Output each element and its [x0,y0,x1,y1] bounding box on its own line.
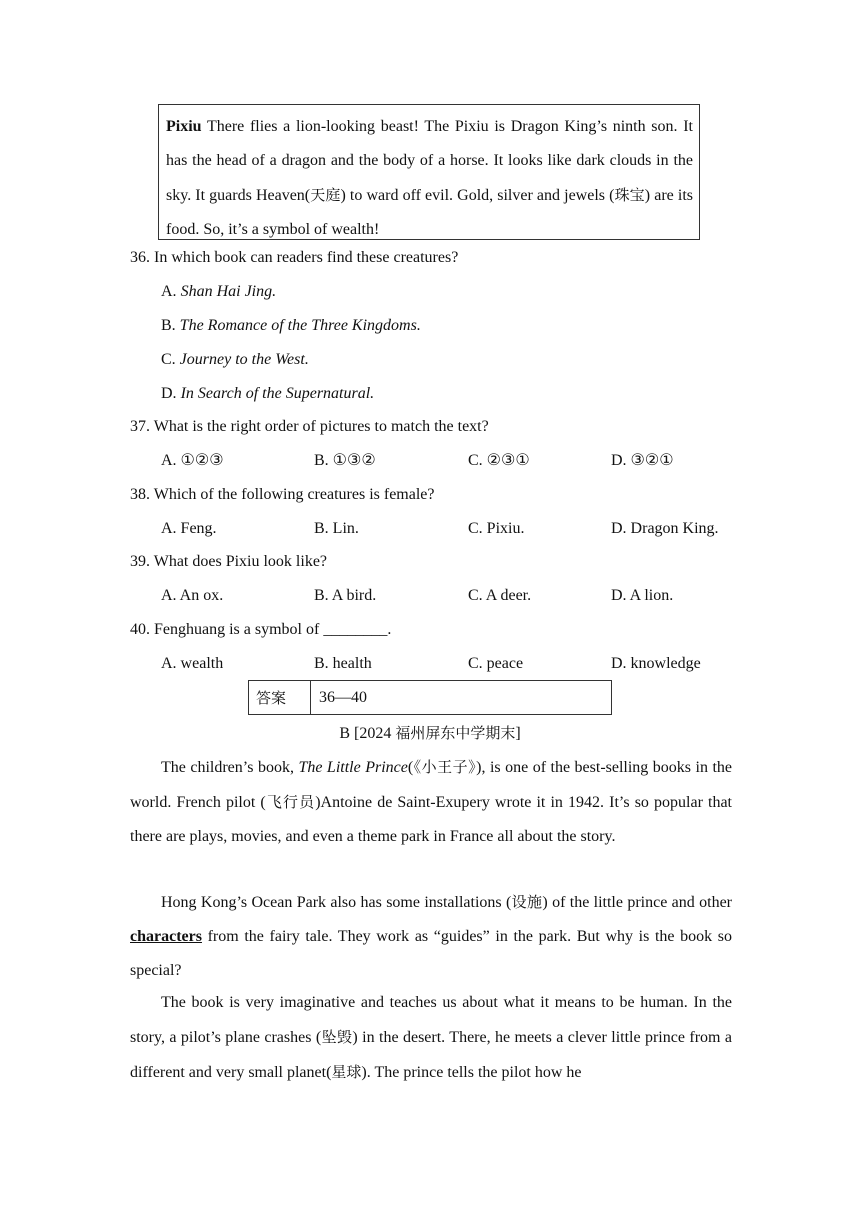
question-38-option-b: B. Lin. [314,520,359,537]
question-40-option-b: B. health [314,655,372,672]
answer-label: 答案 [249,681,311,715]
question-40-option-c: C. peace [468,655,524,672]
question-39-option-c: C. A deer. [468,587,532,604]
pixiu-cjk-heaven: 天庭 [310,186,341,204]
question-38-option-c: C. Pixiu. [468,520,525,537]
question-36-option-c: C. Journey to the West. [161,351,309,368]
question-36-option-b: B. The Romance of the Three Kingdoms. [161,317,421,334]
paragraph-2: Hong Kong’s Ocean Park also has some installations (设施) of the little prince and other characters from the fairy tale. They work as “guides” in the park. But why is the book so special? [130,893,732,979]
pixiu-description-box [158,104,700,240]
question-37-option-b: B. ①③② [314,452,376,469]
pixiu-text-1: There flies a lion-looking beast! The Pixiu is Dragon King’s ninth son. It has the head of a dragon and the body of a horse. It looks like dark clouds in the sky. It guards Heaven( [166,118,693,204]
section-title: B [2024 福州屏东中学期末] [339,724,521,742]
pixiu-cjk-jewels: 珠宝 [614,186,645,204]
question-38-stem: 38. Which of the following creatures is female? [130,486,435,503]
question-39-option-a: A. An ox. [161,587,224,604]
question-37-option-c: C. ②③① [468,452,530,469]
question-37-option-a: A. ①②③ [161,452,224,469]
paragraph-3: The book is very imaginative and teaches us about what it means to be human. In the story, a pilot’s plane crashes (坠毁) in the desert. There, he meets a clever little prince from a different and very small planet(星球). The prince tells the pilot how he [130,994,732,1081]
question-37-option-d: D. ③②① [611,452,674,469]
question-38-option-d: D. Dragon King. [611,520,719,537]
question-36-option-a: A. Shan Hai Jing. [161,283,277,300]
question-36-option-d: D. In Search of the Supernatural. [161,385,375,402]
pixiu-text-3: ) are its food. So, it’s a symbol of wealth! [166,187,693,238]
question-36-stem: 36. In which book can readers find these creatures? [130,249,459,266]
paragraph-1: The children’s book, The Little Prince(《小王子》), is one of the best-selling books in the world. French pilot (飞行员)Antoine de Saint-Exupery wrote it in 1942. It’s so popular that there are plays, movies, and even a theme park in France all about the story. [130,758,732,845]
question-40-option-d: D. knowledge [611,655,701,672]
question-39-option-d: D. A lion. [611,587,674,604]
question-39-stem: 39. What does Pixiu look like? [130,553,328,570]
question-40-stem: 40. Fenghuang is a symbol of ________. [130,621,392,638]
pixiu-name: Pixiu [166,118,202,135]
question-40-option-a: A. wealth [161,655,224,672]
keyword-characters: characters [130,928,202,945]
question-39-option-b: B. A bird. [314,587,377,604]
answer-table [248,680,612,715]
question-38-option-a: A. Feng. [161,520,217,537]
book-title: The Little Prince [298,759,408,776]
answer-range: 36—40 [311,681,612,715]
pixiu-text-2: ) to ward off evil. Gold, silver and jewels ( [340,187,615,204]
question-37-stem: 37. What is the right order of pictures to match the text? [130,418,489,435]
